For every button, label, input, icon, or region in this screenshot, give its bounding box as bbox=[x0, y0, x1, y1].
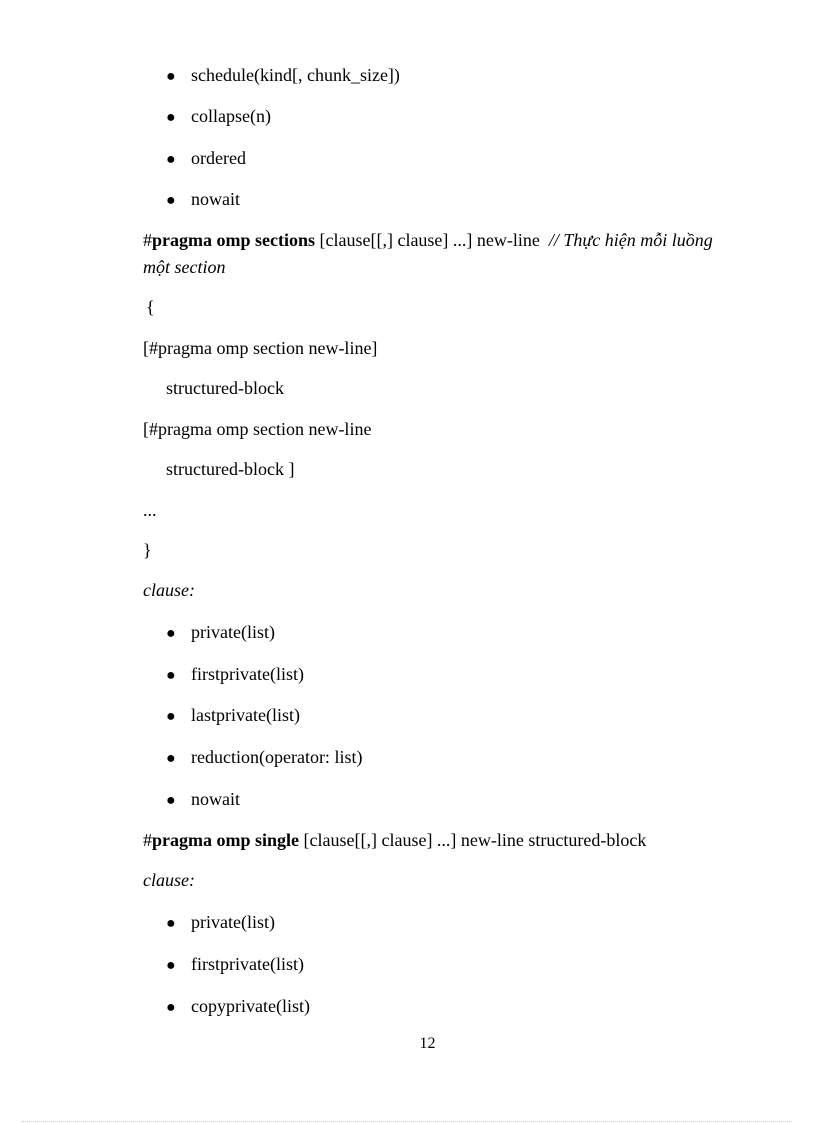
bullet-icon: ● bbox=[166, 109, 176, 126]
directive-syntax: [clause[[,] clause] ...] new-line structured-block bbox=[299, 830, 647, 850]
sections-directive: #pragma omp sections [clause[[,] clause] ...] new-line // Thực hiện mỗi luồng bbox=[143, 230, 713, 250]
list-item bbox=[166, 663, 304, 687]
clause-label: clause: bbox=[143, 870, 195, 890]
structured-block-line: structured-block bbox=[166, 378, 284, 398]
bullet-icon: ● bbox=[166, 750, 176, 767]
clause-text: ordered bbox=[191, 148, 246, 168]
clause-label: clause: bbox=[143, 580, 195, 600]
list-item bbox=[166, 911, 275, 935]
bullet-icon: ● bbox=[166, 708, 176, 725]
clause-text: private(list) bbox=[191, 912, 275, 932]
list-item bbox=[166, 953, 304, 977]
close-brace: } bbox=[143, 540, 152, 560]
section-line: [#pragma omp section new-line bbox=[143, 419, 372, 439]
ellipsis: ... bbox=[143, 500, 157, 520]
bullet-icon: ● bbox=[166, 999, 176, 1016]
bullet-icon: ● bbox=[166, 667, 176, 684]
clause-text: copyprivate(list) bbox=[191, 996, 310, 1016]
clause-text: firstprivate(list) bbox=[191, 664, 304, 684]
list-item bbox=[166, 147, 246, 171]
page-number: 12 bbox=[419, 1035, 436, 1052]
directive-keyword: pragma omp single bbox=[152, 830, 300, 850]
clause-text: firstprivate(list) bbox=[191, 954, 304, 974]
bullet-icon: ● bbox=[166, 957, 176, 974]
clause-text: nowait bbox=[191, 789, 240, 809]
clause-text: schedule(kind[, chunk_size]) bbox=[191, 65, 400, 85]
bullet-icon: ● bbox=[166, 915, 176, 932]
list-item bbox=[166, 746, 362, 770]
directive-syntax: [clause[[,] clause] ...] new-line bbox=[315, 230, 540, 250]
list-item bbox=[166, 188, 240, 212]
page-divider bbox=[22, 1121, 792, 1122]
list-item bbox=[166, 788, 240, 812]
list-item bbox=[166, 621, 275, 645]
list-item bbox=[166, 64, 400, 88]
clause-text: collapse(n) bbox=[191, 106, 271, 126]
bullet-icon: ● bbox=[166, 68, 176, 85]
clause-text: private(list) bbox=[191, 622, 275, 642]
bullet-icon: ● bbox=[166, 792, 176, 809]
section-line: [#pragma omp section new-line] bbox=[143, 338, 378, 358]
list-item bbox=[166, 704, 300, 728]
directive-comment-continued: một section bbox=[143, 257, 226, 277]
bullet-icon: ● bbox=[166, 151, 176, 168]
list-item bbox=[166, 995, 310, 1019]
clause-text: nowait bbox=[191, 189, 240, 209]
directive-keyword: pragma omp sections bbox=[152, 230, 315, 250]
list-item bbox=[166, 105, 271, 129]
structured-block-line: structured-block ] bbox=[166, 459, 295, 479]
open-brace: { bbox=[146, 297, 155, 317]
bullet-icon: ● bbox=[166, 192, 176, 209]
clause-text: reduction(operator: list) bbox=[191, 747, 363, 767]
directive-comment: // Thực hiện mỗi luồng bbox=[548, 230, 713, 250]
bullet-icon: ● bbox=[166, 625, 176, 642]
clause-text: lastprivate(list) bbox=[191, 705, 300, 725]
single-directive: #pragma omp single [clause[[,] clause] ...] new-line structured-block bbox=[143, 830, 647, 850]
